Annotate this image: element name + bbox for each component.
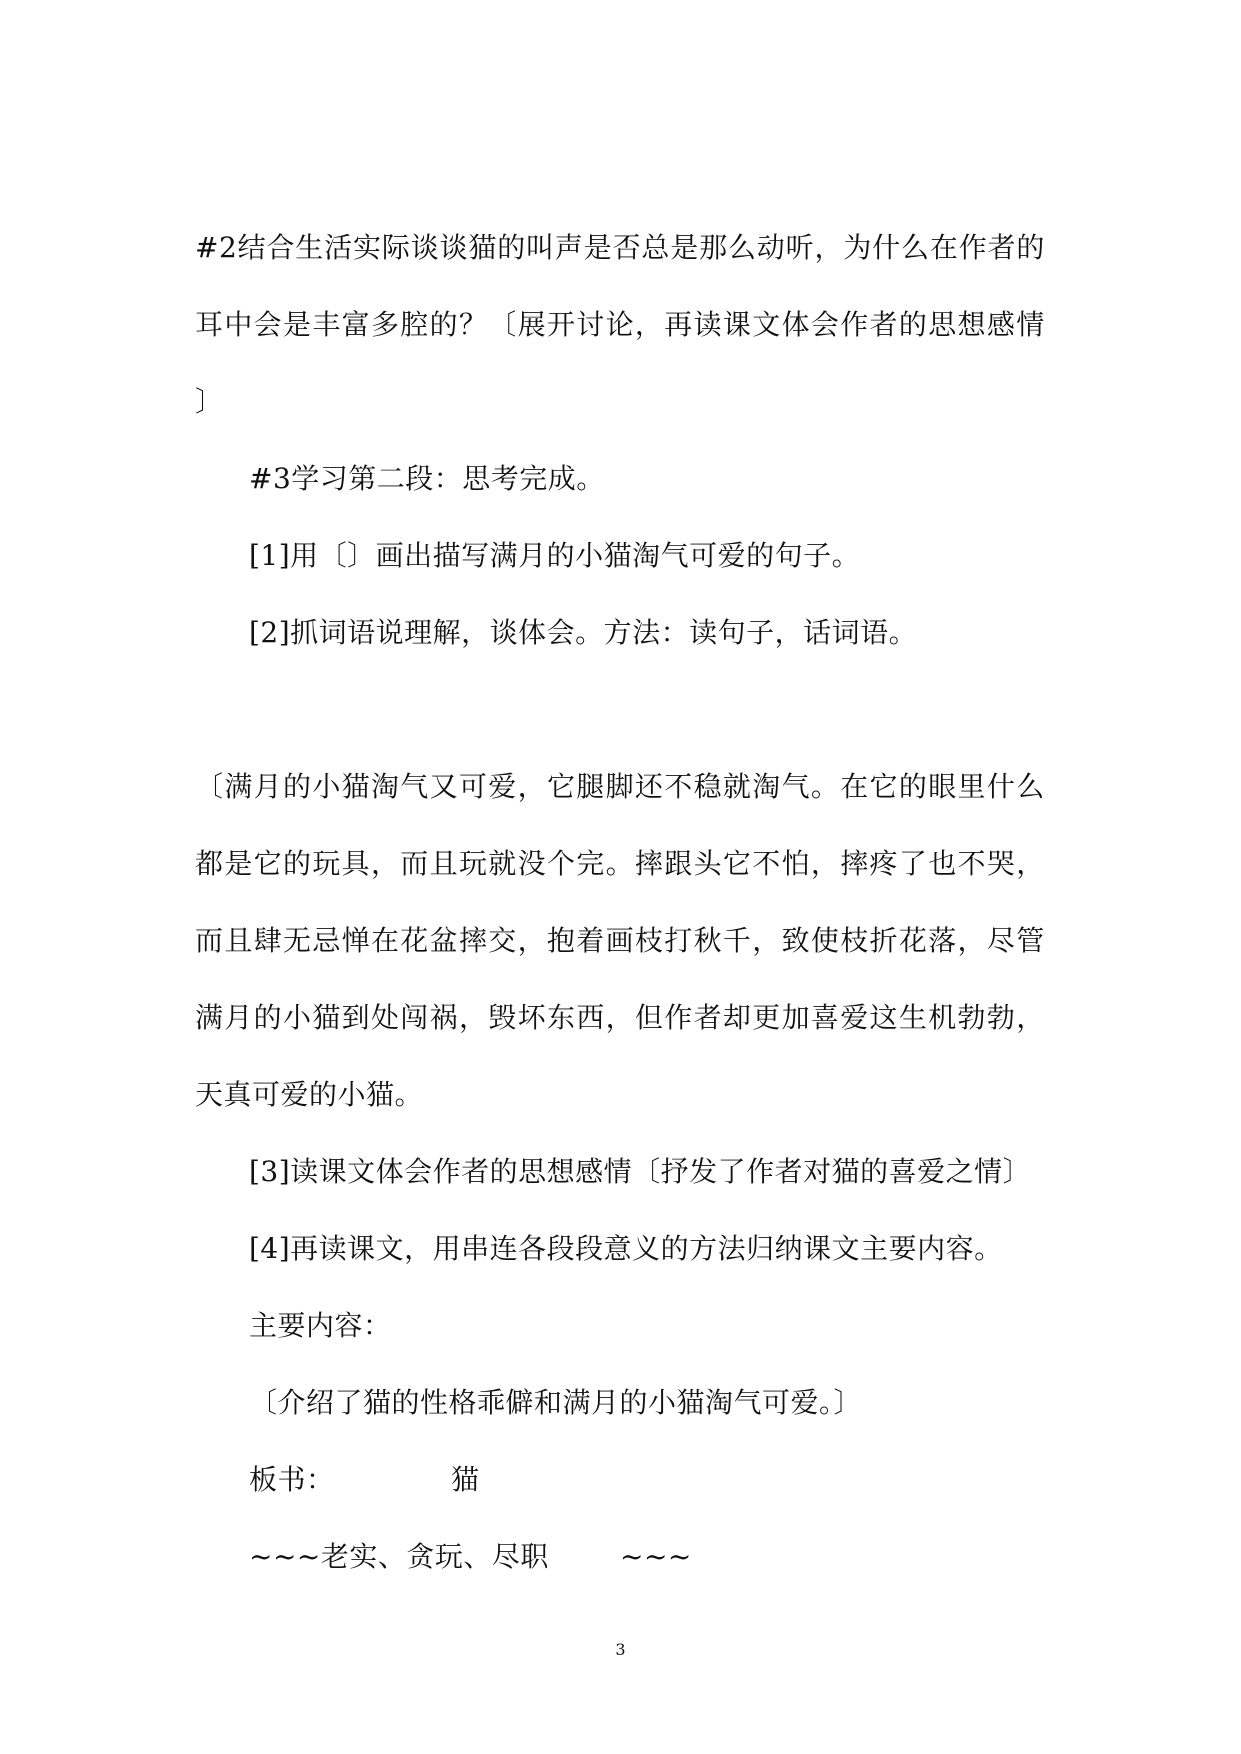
answer-line-4 — [195, 1000, 1045, 1036]
main-content-text: 〔介绍了猫的性格乖僻和满月的小猫淘气可爱。〕 — [249, 1386, 863, 1419]
answer-line-5: 天真可爱的小猫。 — [195, 1078, 424, 1111]
answer-line-3 — [195, 923, 1045, 959]
board-traits: ~~~老实、贪玩、尽职 — [249, 1540, 549, 1573]
paragraph-line-1 — [195, 230, 1045, 266]
task-item-1: [1]用〔〕画出描写满月的小猫淘气可爱的句子。 — [249, 539, 861, 572]
answer-line-1 — [195, 769, 1045, 805]
paragraph-line-2 — [195, 307, 1045, 343]
main-content-label: 主要内容： — [249, 1309, 392, 1342]
justified-text: 耳 中 会 是 丰 富 多 腔 的 ？ 〔 展 开 讨 论 ， 再 读 课 文 体 会 作 者 的 思 想 感 情 — [195, 308, 1045, 341]
justified-text: 〔 满 月 的 小 猫 淘 气 又 可 爱 ， 它 腿 脚 还 不 稳 就 淘 气 。 在 它 的 眼 里 什 么 — [195, 770, 1045, 803]
justified-text: #2 结 合 生 活 实 际 谈 谈 猫 的 叫 声 是 否 总 是 那 么 动 听 ， 为 什 么 在 作 者 的 — [195, 231, 1045, 264]
justified-text: 满 月 的 小 猫 到 处 闯 祸 ， 毁 坏 东 西 ， 但 作 者 却 更 加 喜 爱 这 生 机 勃 勃 ， — [195, 1001, 1045, 1034]
justified-text: 而 且 肆 无 忌 惮 在 花 盆 摔 交 ， 抱 着 画 枝 打 秋 千 ， 致 使 枝 折 花 落 ， 尽 管 — [195, 924, 1045, 957]
task-item-4: [4]再读课文，用串连各段段意义的方法归纳课文主要内容。 — [249, 1232, 1003, 1265]
task-item-2: [2]抓词语说理解，谈体会。方法：读句子，话词语。 — [249, 616, 918, 649]
board-title: 猫 — [451, 1463, 480, 1496]
justified-text: 都 是 它 的 玩 具 ， 而 且 玩 就 没 个 完 。 摔 跟 头 它 不 怕 ， 摔 疼 了 也 不 哭 ， — [195, 847, 1045, 880]
answer-line-2 — [195, 846, 1045, 882]
board-label: 板书： — [249, 1463, 335, 1496]
page-number: 3 — [615, 1640, 626, 1659]
board-tilde: ~~~ — [620, 1540, 692, 1573]
paragraph-line-3: 〕 — [195, 385, 224, 418]
task-item-3: [3]读课文体会作者的思想感情〔抒发了作者对猫的喜爱之情〕 — [249, 1155, 1032, 1188]
section-heading: #3学习第二段：思考完成。 — [249, 462, 605, 495]
